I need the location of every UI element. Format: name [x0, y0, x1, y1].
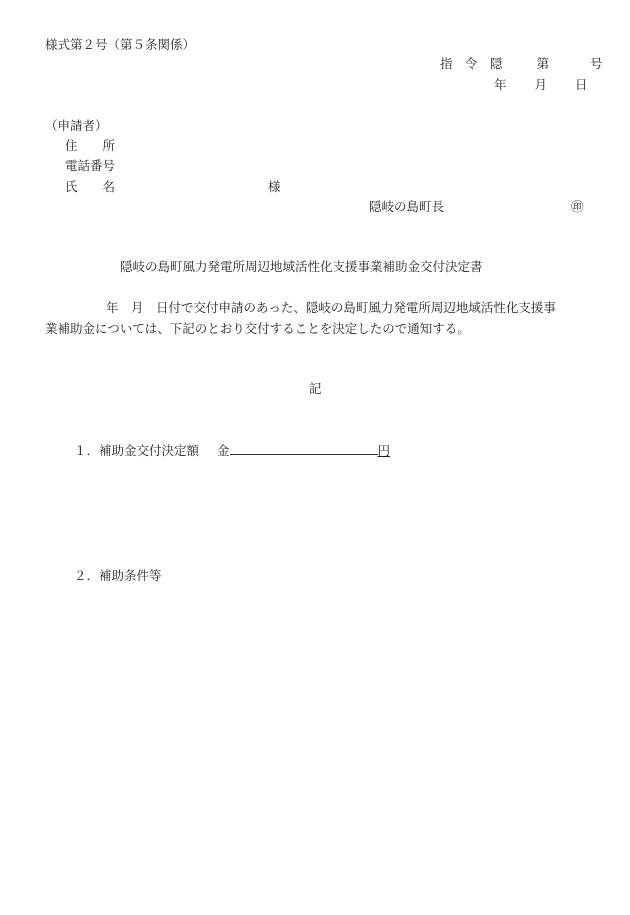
ki-heading: 記 [309, 381, 322, 396]
item-2 [74, 568, 162, 584]
reference-dai: 第 [536, 56, 549, 71]
reference-number [440, 56, 602, 72]
reference-go: 号 [589, 56, 603, 71]
issuer-title: 隠岐の島町長 [369, 199, 445, 214]
name-label: 氏 名 [65, 179, 116, 194]
honorific: 様 [268, 179, 281, 194]
applicant-header: （申請者） [45, 118, 108, 133]
item-1-number: １． [74, 443, 100, 458]
phone-label: 電話番号 [65, 158, 116, 173]
reference-prefix: 指 令 隠 [440, 56, 503, 71]
seal-mark: ㊞ [571, 199, 584, 214]
item-1-label: 補助金交付決定額 [99, 443, 200, 458]
amount-field[interactable] [230, 442, 378, 455]
body-line-2: 業補助金については、下記のとおり交付することを決定したので通知する。 [45, 321, 470, 336]
document-title: 隠岐の島町風力発電所周辺地域活性化支援事業補助金交付決定書 [120, 259, 483, 274]
body-line-1: 年 月 日付で交付申請のあった、隠岐の島町風力発電所周辺地域活性化支援事 [106, 300, 556, 315]
date-day: 日 [574, 77, 588, 92]
date-year: 年 [494, 77, 507, 92]
date-line [494, 77, 587, 93]
form-number: 様式第２号（第５条関係） [45, 37, 196, 52]
item-1 [74, 442, 390, 459]
item-2-number: ２． [74, 568, 100, 583]
date-month: 月 [534, 77, 547, 92]
item-2-label: 補助条件等 [99, 568, 162, 583]
item-1-suffix: 円 [377, 443, 391, 458]
item-1-prefix: 金 [217, 443, 230, 458]
address-label: 住 所 [65, 138, 116, 153]
